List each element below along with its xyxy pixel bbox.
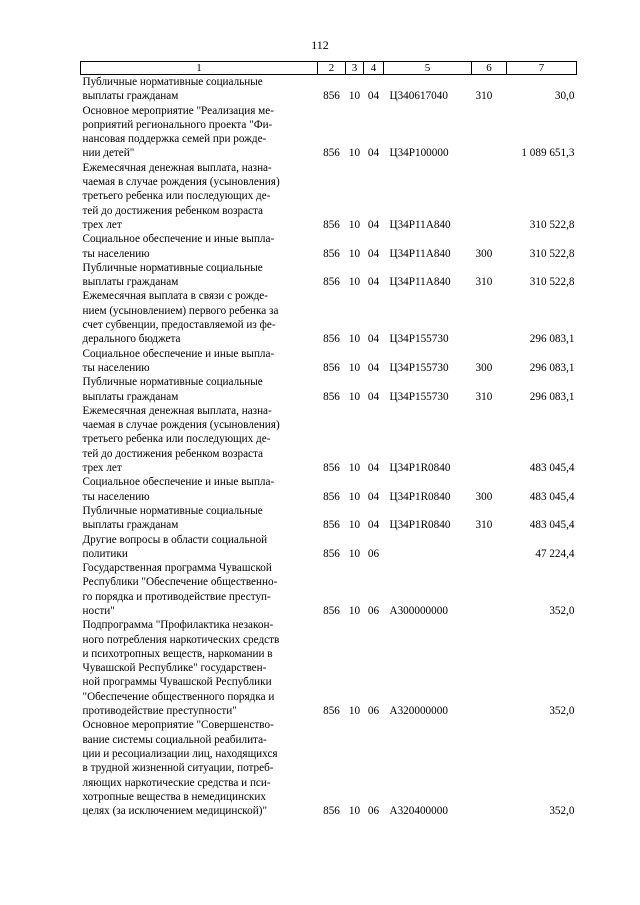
description-line: в трудной жизненной ситуации, потреб-	[82, 762, 274, 775]
table-row	[81, 718, 577, 818]
target-article-code: Ц34Р100000	[389, 147, 449, 160]
expense-type-code: 310	[475, 519, 493, 532]
description-line: нии детей"	[82, 147, 135, 160]
amount: 1 089 651,3	[521, 147, 575, 160]
description-line: Публичные нормативные социальные	[82, 261, 263, 274]
budget-table	[80, 61, 577, 818]
admin-code: 856	[323, 547, 340, 560]
description-line: нием (усыновлением) первого ребенка за	[82, 304, 279, 317]
row-description	[81, 161, 318, 232]
description-line: вание системы социальной реабилита-	[82, 733, 267, 746]
description-line: третьего ребенка или последующих де-	[82, 190, 271, 203]
description-line: ции и ресоциализации лиц, находящихся	[82, 747, 278, 760]
section-code: 10	[348, 519, 361, 532]
table-header	[81, 62, 577, 75]
header-col-2: 2	[318, 62, 346, 75]
description-line: ности"	[82, 604, 115, 617]
subsection-code: 04	[367, 247, 380, 260]
amount: 296 083,1	[529, 390, 575, 403]
table-row	[81, 475, 577, 504]
description-line: Республики "Обеспечение общественно-	[82, 576, 278, 589]
description-line: ты населению	[82, 247, 150, 260]
admin-code: 856	[323, 390, 340, 403]
description-line: трех лет	[82, 462, 122, 475]
section-code: 10	[348, 147, 361, 160]
section-code: 10	[348, 547, 361, 560]
section-code: 10	[348, 390, 361, 403]
description-line: Государственная программа Чувашской	[82, 562, 272, 575]
section-code: 10	[348, 604, 361, 617]
table-row	[81, 404, 577, 475]
amount: 310 522,8	[529, 276, 575, 289]
amount: 30,0	[554, 90, 575, 103]
target-article-code: Ц34Р155730	[389, 361, 449, 374]
expense-type-code: 300	[475, 490, 493, 503]
admin-code: 856	[323, 604, 340, 617]
target-article-code	[384, 533, 472, 562]
description-line: политики	[82, 547, 128, 560]
table-row	[81, 75, 577, 104]
target-article-code: Ц34Р155730	[389, 390, 449, 403]
target-article-code: Ц34Р1R0840	[389, 462, 451, 475]
table-row	[81, 347, 577, 376]
section-code: 10	[348, 333, 361, 346]
expense-type-code	[472, 104, 507, 161]
description-line: Социальное обеспечение и иные выпла-	[82, 476, 275, 489]
subsection-code: 04	[367, 390, 380, 403]
section-code: 10	[348, 462, 361, 475]
amount: 483 045,4	[529, 490, 575, 503]
section-code: 10	[348, 218, 361, 231]
expense-type-code: 300	[475, 247, 493, 260]
table-row	[81, 261, 577, 290]
admin-code: 856	[323, 705, 340, 718]
expense-type-code	[472, 561, 507, 618]
target-article-code: Ц34Р1R0840	[389, 490, 451, 503]
description-line: Публичные нормативные социальные	[82, 76, 263, 88]
description-line: чаемая в случае рождения (усыновления)	[82, 419, 280, 432]
target-article-code: Ц34Р11А840	[389, 247, 451, 260]
target-article-code: Ц340617040	[389, 90, 448, 103]
section-code: 10	[348, 705, 361, 718]
expense-type-code	[472, 533, 507, 562]
expense-type-code	[472, 618, 507, 718]
row-description	[81, 718, 318, 818]
description-line: Социальное обеспечение и иные выпла-	[82, 347, 275, 360]
row-description	[81, 289, 318, 346]
expense-type-code: 310	[475, 390, 493, 403]
expense-type-code	[472, 161, 507, 232]
amount: 47 224,4	[535, 547, 575, 560]
description-line: ты населению	[82, 490, 150, 503]
admin-code: 856	[323, 519, 340, 532]
description-line: выплаты гражданам	[82, 90, 179, 103]
section-code: 10	[348, 805, 361, 818]
description-line: Основное мероприятие "Реализация ме-	[82, 104, 274, 117]
admin-code: 856	[323, 90, 340, 103]
subsection-code: 04	[367, 462, 380, 475]
description-line: Другие вопросы в области социальной	[82, 533, 268, 546]
table-row	[81, 504, 577, 533]
section-code: 10	[348, 276, 361, 289]
admin-code: 856	[323, 276, 340, 289]
row-description	[81, 347, 318, 376]
amount: 296 083,1	[529, 333, 575, 346]
table-row	[81, 232, 577, 261]
row-description	[81, 261, 318, 290]
expense-type-code	[472, 718, 507, 818]
target-article-code: А300000000	[389, 604, 448, 617]
table-row	[81, 104, 577, 161]
admin-code: 856	[323, 462, 340, 475]
description-line: выплаты гражданам	[82, 276, 179, 289]
expense-type-code: 310	[475, 276, 493, 289]
description-line: Подпрограмма "Профилактика незакон-	[82, 619, 274, 632]
description-line: го порядка и противодействие преступ-	[82, 590, 271, 603]
page-number: 112	[311, 38, 329, 52]
amount: 310 522,8	[529, 218, 575, 231]
row-description	[81, 475, 318, 504]
subsection-code: 04	[367, 218, 380, 231]
description-line: ного потребления наркотических средств	[82, 633, 280, 646]
admin-code: 856	[323, 361, 340, 374]
admin-code: 856	[323, 333, 340, 346]
table-row	[81, 618, 577, 718]
description-line: и психотропных веществ, наркомании в	[82, 647, 273, 660]
description-line: счет субвенции, предоставляемой из фе-	[82, 319, 276, 332]
description-line: чаемая в случае рождения (усыновления)	[82, 176, 280, 189]
row-description	[81, 375, 318, 404]
expense-type-code: 310	[475, 90, 493, 103]
section-code: 10	[348, 361, 361, 374]
section-code: 10	[348, 247, 361, 260]
amount: 352,0	[549, 805, 575, 818]
amount: 296 083,1	[529, 361, 575, 374]
description-line: Чувашской Республике" государствен-	[82, 662, 267, 675]
description-line: целях (за исключением медицинской)"	[82, 805, 268, 818]
amount: 352,0	[549, 705, 575, 718]
row-description	[81, 232, 318, 261]
admin-code: 856	[323, 247, 340, 260]
description-line: выплаты гражданам	[82, 390, 179, 403]
row-description	[81, 404, 318, 475]
description-line: Ежемесячная денежная выплата, назна-	[82, 404, 272, 417]
target-article-code: Ц34Р11А840	[389, 276, 451, 289]
amount: 483 045,4	[529, 519, 575, 532]
target-article-code: А320000000	[389, 705, 448, 718]
table-row	[81, 561, 577, 618]
target-article-code: Ц34Р1R0840	[389, 519, 451, 532]
amount: 310 522,8	[529, 247, 575, 260]
target-article-code: Ц34Р155730	[389, 333, 449, 346]
description-line: противодействие преступности"	[82, 705, 237, 718]
table-body	[81, 75, 577, 819]
subsection-code: 06	[367, 547, 380, 560]
description-line: выплаты гражданам	[82, 519, 179, 532]
description-line: Публичные нормативные социальные	[82, 504, 263, 517]
section-code: 10	[348, 90, 361, 103]
table-row	[81, 533, 577, 562]
subsection-code: 04	[367, 361, 380, 374]
description-line: тей до достижения ребенком возраста	[82, 204, 264, 217]
admin-code: 856	[323, 218, 340, 231]
subsection-code: 04	[367, 276, 380, 289]
expense-type-code: 300	[475, 361, 493, 374]
description-line: хотропные вещества в немедицинских	[82, 790, 266, 803]
admin-code: 856	[323, 490, 340, 503]
subsection-code: 04	[367, 519, 380, 532]
table-row	[81, 161, 577, 232]
description-line: Ежемесячная денежная выплата, назна-	[82, 161, 272, 174]
description-line: роприятий регионального проекта "Фи-	[82, 118, 273, 131]
description-line: "Обеспечение общественного порядка и	[82, 690, 275, 703]
target-article-code: А320400000	[389, 805, 448, 818]
description-line: трех лет	[82, 218, 122, 231]
description-line: ной программы Чувашской Республики	[82, 676, 272, 689]
amount: 352,0	[549, 604, 575, 617]
expense-type-code	[472, 289, 507, 346]
subsection-code: 06	[367, 805, 380, 818]
row-description	[81, 504, 318, 533]
admin-code: 856	[323, 147, 340, 160]
subsection-code: 04	[367, 147, 380, 160]
description-line: дерального бюджета	[82, 333, 181, 346]
header-col-4: 4	[364, 62, 384, 75]
subsection-code: 04	[367, 490, 380, 503]
amount: 483 045,4	[529, 462, 575, 475]
header-row	[81, 62, 577, 75]
header-col-3: 3	[346, 62, 364, 75]
description-line: третьего ребенка или последующих де-	[82, 433, 271, 446]
table-row	[81, 289, 577, 346]
table-row	[81, 375, 577, 404]
subsection-code: 04	[367, 333, 380, 346]
section-code: 10	[348, 490, 361, 503]
header-col-5: 5	[384, 62, 472, 75]
row-description	[81, 533, 318, 562]
description-line: Социальное обеспечение и иные выпла-	[82, 233, 275, 246]
subsection-code: 06	[367, 705, 380, 718]
admin-code: 856	[323, 805, 340, 818]
subsection-code: 04	[367, 90, 380, 103]
row-description	[81, 618, 318, 718]
description-line: Ежемесячная выплата в связи с рожде-	[82, 290, 268, 303]
description-line: нансовая поддержка семей при рожде-	[82, 133, 267, 146]
row-description	[81, 561, 318, 618]
description-line: ты населению	[82, 361, 150, 374]
target-article-code: Ц34Р11А840	[389, 218, 451, 231]
description-line: ляющих наркотические средства и пси-	[82, 776, 271, 789]
description-line: Основное мероприятие "Совершенство-	[82, 719, 274, 732]
description-line: Публичные нормативные социальные	[82, 376, 263, 389]
row-description	[81, 75, 318, 104]
row-description	[81, 104, 318, 161]
header-col-7: 7	[507, 62, 577, 75]
expense-type-code	[472, 404, 507, 475]
description-line: тей до достижения ребенком возраста	[82, 447, 264, 460]
subsection-code: 06	[367, 604, 380, 617]
header-col-1: 1	[81, 62, 318, 75]
header-col-6: 6	[472, 62, 507, 75]
